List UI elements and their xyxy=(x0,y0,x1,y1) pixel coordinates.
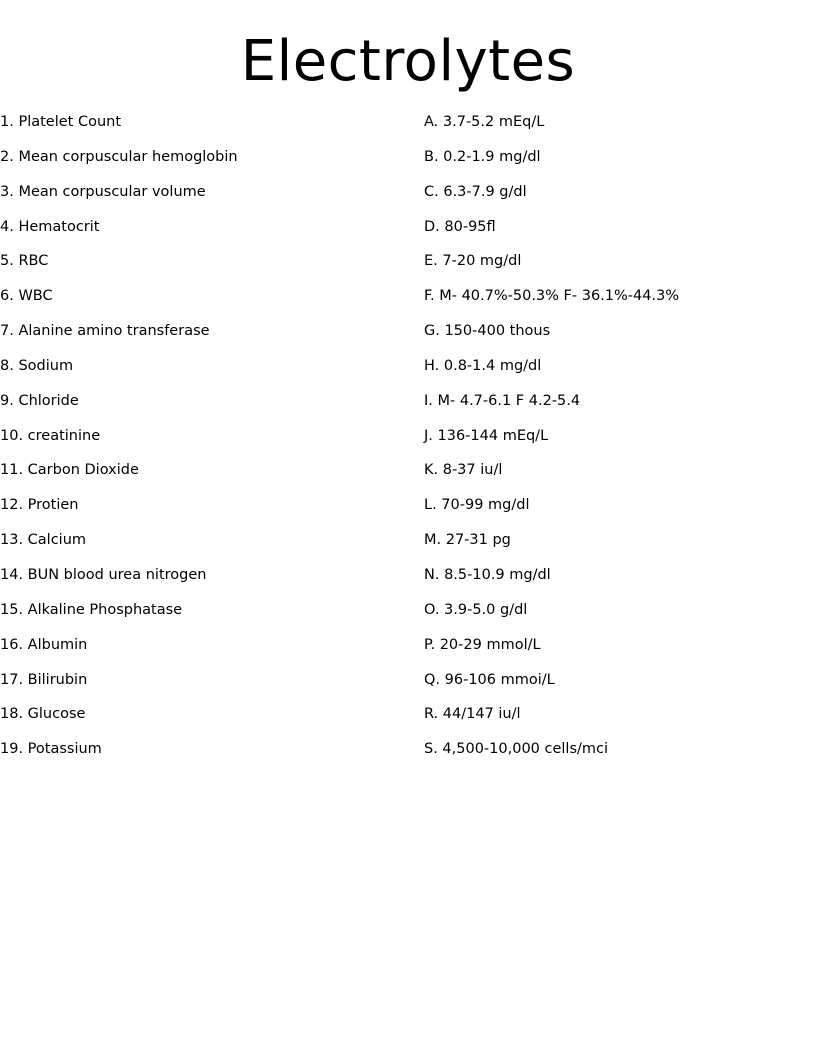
answer-item-1: A. 3.7-5.2 mEq/L xyxy=(424,114,545,130)
answer-item-3: C. 6.3-7.9 g/dl xyxy=(424,183,527,200)
answers-list xyxy=(424,111,816,773)
term-item-10: 10. creatinine xyxy=(0,427,101,444)
term-item-18: 18. Glucose xyxy=(0,706,86,723)
answer-item-19: S. 4,500-10,000 cells/mci xyxy=(424,741,609,758)
answer-item-9: I. M- 4.7-6.1 F 4.2-5.4 xyxy=(424,392,581,409)
answer-item-8: H. 0.8-1.4 mg/dl xyxy=(424,357,542,374)
answer-item-17: Q. 96-106 mmoi/L xyxy=(424,671,555,688)
answer-item-16: P. 20-29 mmol/L xyxy=(424,636,541,653)
term-item-6: 6. WBC xyxy=(0,288,53,305)
term-item-8: 8. Sodium xyxy=(0,357,74,374)
term-item-1: 1. Platelet Count xyxy=(0,114,122,130)
term-item-3: 3. Mean corpuscular volume xyxy=(0,183,206,200)
term-item-7: 7. Alanine amino transferase xyxy=(0,323,210,340)
answer-item-5: E. 7-20 mg/dl xyxy=(424,253,522,270)
page-title: Electrolytes xyxy=(240,29,576,94)
term-item-19: 19. Potassium xyxy=(0,741,102,758)
term-item-4: 4. Hematocrit xyxy=(0,218,100,235)
answer-item-14: N. 8.5-10.9 mg/dl xyxy=(424,566,551,583)
term-item-12: 12. Protien xyxy=(0,497,79,514)
answer-item-18: R. 44/147 iu/l xyxy=(424,706,521,723)
term-item-14: 14. BUN blood urea nitrogen xyxy=(0,566,207,583)
terms-list xyxy=(0,111,400,773)
answer-item-7: G. 150-400 thous xyxy=(424,323,551,340)
term-item-16: 16. Albumin xyxy=(0,636,88,653)
term-item-15: 15. Alkaline Phosphatase xyxy=(0,601,183,618)
answer-item-4: D. 80-95fl xyxy=(424,218,496,235)
term-item-11: 11. Carbon Dioxide xyxy=(0,462,139,479)
term-item-13: 13. Calcium xyxy=(0,532,87,549)
answer-item-10: J. 136-144 mEq/L xyxy=(424,427,549,444)
term-item-2: 2. Mean corpuscular hemoglobin xyxy=(0,148,238,165)
term-item-5: 5. RBC xyxy=(0,253,49,270)
answer-item-2: B. 0.2-1.9 mg/dl xyxy=(424,148,541,165)
answer-item-11: K. 8-37 iu/l xyxy=(424,462,503,479)
answer-item-12: L. 70-99 mg/dl xyxy=(424,497,530,514)
answer-item-15: O. 3.9-5.0 g/dl xyxy=(424,601,528,618)
term-item-17: 17. Bilirubin xyxy=(0,671,88,688)
answer-item-13: M. 27-31 pg xyxy=(424,532,511,549)
term-item-9: 9. Chloride xyxy=(0,392,79,409)
answer-item-6: F. M- 40.7%-50.3% F- 36.1%-44.3% xyxy=(424,288,680,305)
